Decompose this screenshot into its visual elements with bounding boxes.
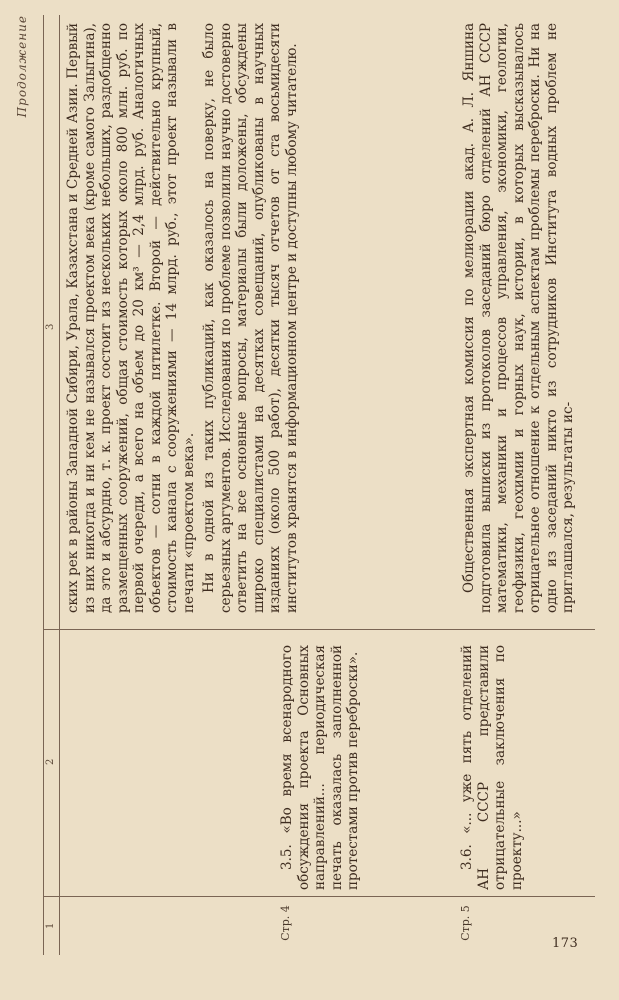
quote-row-1 <box>279 645 362 890</box>
commentary-row-2 <box>461 23 577 613</box>
commentary-paragraph: Общественная экспертная комиссия по мелиорации акад. А. Л. Яншина подготовила выписки из протоколов заседаний бюро отделений АН СССР математики, механики и процессов управления, экономики, геологии, геофизики, геохимии и горных наук, истории, в которых высказывалось отрицательное отношение к отдельным аспектам проблемы переброски. Ни на одно из заседаний никто из сотрудников Института водных проблем не приглашался, результаты ис- <box>461 23 576 613</box>
page-ref-row-1: Стр. 4 <box>279 905 292 941</box>
table-top-rule <box>43 15 44 955</box>
rotated-table-page <box>15 15 595 955</box>
commentary-paragraph: Ни в одной из таких публикаций, как оказалось на поверку, не было серьезных аргументов. Исследования по проблеме позволили научно достоверно ответить на все основные вопросы, материалы были доложены, обсуждены широко специалистами на десятках совещаний, опубликованы в научных изданиях (около 500 работ), десятки тысяч отчетов от ста восьмидесяти институтов хранятся в информационном центре и доступны любому читателю. <box>201 23 300 613</box>
page-number: 173 <box>552 936 579 951</box>
column-header-1: 1 <box>45 922 56 929</box>
comparison-table <box>43 15 595 955</box>
column-divider-2 <box>43 629 595 630</box>
column-header-3: 3 <box>45 323 56 330</box>
quote-row-2 <box>459 645 525 890</box>
commentary-paragraph: ских рек в районы Западной Сибири, Урала, Казахстана и Средней Азии. Первый из них никогда и ни кем не назывался проектом века (кроме самого Залыгина), да это и абсурдно, т. к. проект состоит из нескольких небольших, раздобщенно размещенных сооружений, общая стоимость которых около 800 млн. руб. по первой очереди, а всего на объем до 20 км³ — 2,4 млрд. руб. Аналогичных объектов — сотни в каждой пятилетке. Второй — действительно крупный, стоимость канала с сооружениями — 14 млрд. руб., этот проект называли в печати «проектом века». <box>65 23 197 613</box>
page-ref-row-2: Стр. 5 <box>459 905 472 941</box>
header-bottom-rule <box>59 15 60 955</box>
quote-text: 3.6. «... уже пять отделений АН СССР представили отрицательные заключения по проекту...» <box>459 645 525 890</box>
column-divider-1 <box>43 896 595 897</box>
continuation-label: Продолжение <box>15 15 29 118</box>
commentary-row-1 <box>65 23 300 613</box>
column-header-2: 2 <box>45 758 56 765</box>
quote-text: 3.5. «Во время всенародного обсуждения проекта Основных направлений... периодическая печать оказалась заполненной протестами против переброски». <box>279 645 361 890</box>
